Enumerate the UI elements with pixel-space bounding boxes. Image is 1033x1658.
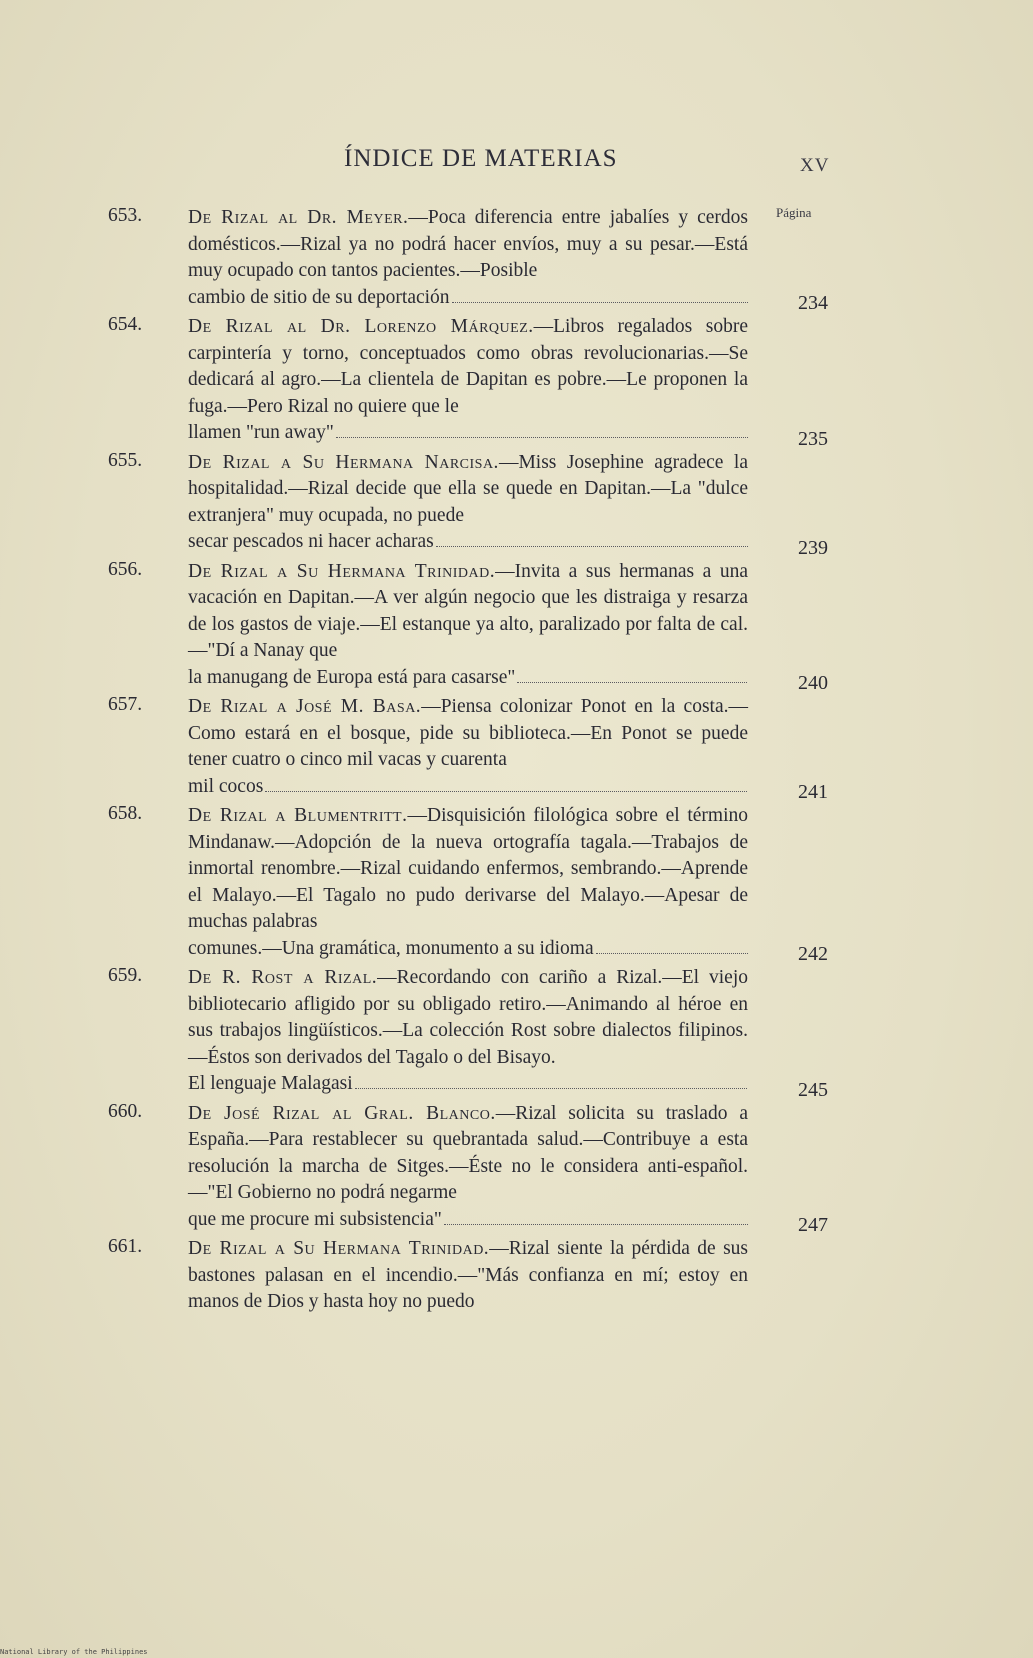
- entry-number: 653.: [108, 205, 143, 226]
- entry-description: —Rizal solicita su traslado a España.—Para restablecer su quebrantada salud.—Contribuye a esta resolución la marcha de Sitges.—Éste no le considera anti-español.—"El Gobierno no podrá negarme: [188, 1102, 748, 1203]
- dot-leader: [436, 546, 748, 547]
- entry-heading: De R. Rost a Rizal.: [188, 967, 378, 988]
- dot-leader: [517, 682, 748, 683]
- entry-page-number: 247: [798, 1214, 828, 1236]
- entry-number: 657.: [108, 694, 143, 715]
- entry-last-text: que me procure mi subsistencia": [188, 1208, 442, 1230]
- entry-heading: De Rizal al Dr. Lorenzo Márquez.: [188, 316, 534, 337]
- entry-last-line: [188, 665, 748, 692]
- entry-heading: De Rizal a José M. Basa.: [188, 696, 422, 717]
- dot-leader: [596, 953, 748, 954]
- entry-description: —Libros regalados sobre carpintería y torno, conceptuados como obras revolucionarias.—Se dedicará al agro.—La clientela de Dapitan es pobre.—Le proponen la fuga.—Pero Rizal no quiere que le: [188, 316, 748, 417]
- entry-heading: De José Rizal al Gral. Blanco.: [188, 1102, 496, 1124]
- entry-last-text: comunes.—Una gramática, monumento a su idioma: [188, 937, 594, 959]
- index-entry: [108, 694, 848, 803]
- index-entry: [108, 314, 848, 450]
- dot-leader: [265, 791, 748, 792]
- entry-description: —Poca diferencia entre jabalíes y cerdos domésticos.—Rizal ya no podrá hacer envíos, muy a su pesar.—Está muy ocupado con tantos pacientes.—Posible: [188, 207, 748, 281]
- index-entry: [108, 1236, 848, 1316]
- entry-last-line: [188, 1207, 748, 1234]
- entry-description: —Piensa colonizar Ponot en la costa.—Como estará en el bosque, pide su biblioteca.—En Ponot se puede tener cuatro o cinco mil vacas y cuarenta: [188, 696, 748, 770]
- index-entries: [108, 205, 848, 1319]
- index-entry: [108, 205, 848, 314]
- dot-leader: [355, 1088, 748, 1089]
- entry-body: [188, 965, 748, 1098]
- index-entry: [108, 1101, 848, 1234]
- entry-description: —Disquisición filológica sobre el término Mindanaw.—Adopción de la nueva ortografía tagala.—Trabajos de inmortal renombre.—Rizal cuidando enfermos, sembrando.—Aprende el Malayo.—El Tagalo no pudo derivarse del Malayo.—Apesar de muchas palabras: [188, 805, 749, 932]
- entry-body: [188, 314, 748, 447]
- entry-last-line: [188, 1071, 748, 1098]
- entry-heading: De Rizal a Su Hermana Trinidad.: [188, 1238, 490, 1259]
- entry-number: 654.: [108, 314, 143, 335]
- entry-number: 658.: [108, 803, 143, 824]
- dot-leader: [336, 437, 748, 438]
- entry-page-number: 240: [798, 672, 828, 694]
- entry-number: 655.: [108, 449, 143, 471]
- entry-heading: De Rizal a Su Hermana Trinidad.: [188, 560, 496, 582]
- pagina-column-label: Página: [776, 205, 812, 220]
- entry-last-line: [188, 936, 748, 963]
- entry-last-text: cambio de sitio de su deportación: [188, 286, 450, 308]
- entry-description: —Invita a sus hermanas a una vacación en Dapitan.—A ver algún negocio que les distraiga y resarza de los gastos de viaje.—El estanque ya alto, paralizado por falta de cal.—"Dí a Nanay que: [188, 560, 748, 661]
- dot-leader: [444, 1224, 748, 1225]
- entry-number: 661.: [108, 1236, 143, 1257]
- page-number-roman: XV: [800, 155, 830, 176]
- page-title: ÍNDICE DE MATERIAS: [344, 145, 618, 172]
- index-entry: [108, 965, 848, 1101]
- entry-page-number: 242: [798, 943, 828, 965]
- entry-page-number: 245: [798, 1078, 828, 1101]
- entry-page-number: 241: [798, 781, 828, 803]
- entry-page-number: 239: [798, 536, 828, 559]
- entry-number: 659.: [108, 965, 143, 986]
- entry-body: [188, 559, 748, 692]
- entry-number: 660.: [108, 1100, 143, 1122]
- entry-body: [188, 803, 748, 962]
- index-entry: [108, 803, 848, 965]
- entry-description: —Recordando con cariño a Rizal.—El viejo bibliotecario afligido por su obligado retiro.—Animando al héroe en sus trabajos lingüísticos.—La colección Rost sobre dialectos filipinos.—Éstos son derivados del Tagalo o del Bisayo.: [188, 967, 749, 1068]
- entry-body: [188, 1101, 748, 1234]
- entry-last-text: El lenguaje Malagasi: [188, 1073, 353, 1094]
- entry-body: [188, 450, 748, 556]
- entry-description: —Rizal siente la pérdida de sus bastones palasan en el incendio.—"Más confianza en mí; estoy en manos de Dios y hasta hoy no puedo: [188, 1238, 749, 1312]
- index-entry: [108, 449, 848, 559]
- entry-heading: De Rizal a Blumentritt.: [188, 805, 408, 826]
- entry-page-number: 234: [798, 292, 828, 314]
- entry-body: [188, 1236, 748, 1316]
- dot-leader: [452, 302, 748, 303]
- entry-heading: De Rizal a Su Hermana Narcisa.: [188, 451, 499, 473]
- entry-last-line: [188, 420, 748, 447]
- entry-last-text: mil cocos: [188, 775, 264, 797]
- entry-number: 656.: [108, 558, 143, 580]
- entry-body: [188, 205, 748, 311]
- entry-body: [188, 694, 748, 800]
- entry-heading: De Rizal al Dr. Meyer.: [188, 207, 409, 228]
- entry-last-line: [188, 529, 748, 556]
- page-header: [0, 145, 1033, 185]
- entry-page-number: 235: [798, 427, 828, 450]
- index-entry: [108, 559, 848, 692]
- entry-last-line: [188, 285, 748, 312]
- entry-last-line: [188, 774, 748, 801]
- entry-last-text: secar pescados ni hacer acharas: [188, 531, 434, 552]
- entry-last-text: llamen "run away": [188, 422, 334, 443]
- library-footer-note: National Library of the Philippines: [0, 1648, 148, 1656]
- entry-description: —Miss Josephine agradece la hospitalidad.—Rizal decide que ella se quede en Dapitan.—La "dulce extranjera" muy ocupada, no puede: [188, 451, 748, 526]
- entry-last-text: la manugang de Europa está para casarse": [188, 666, 516, 688]
